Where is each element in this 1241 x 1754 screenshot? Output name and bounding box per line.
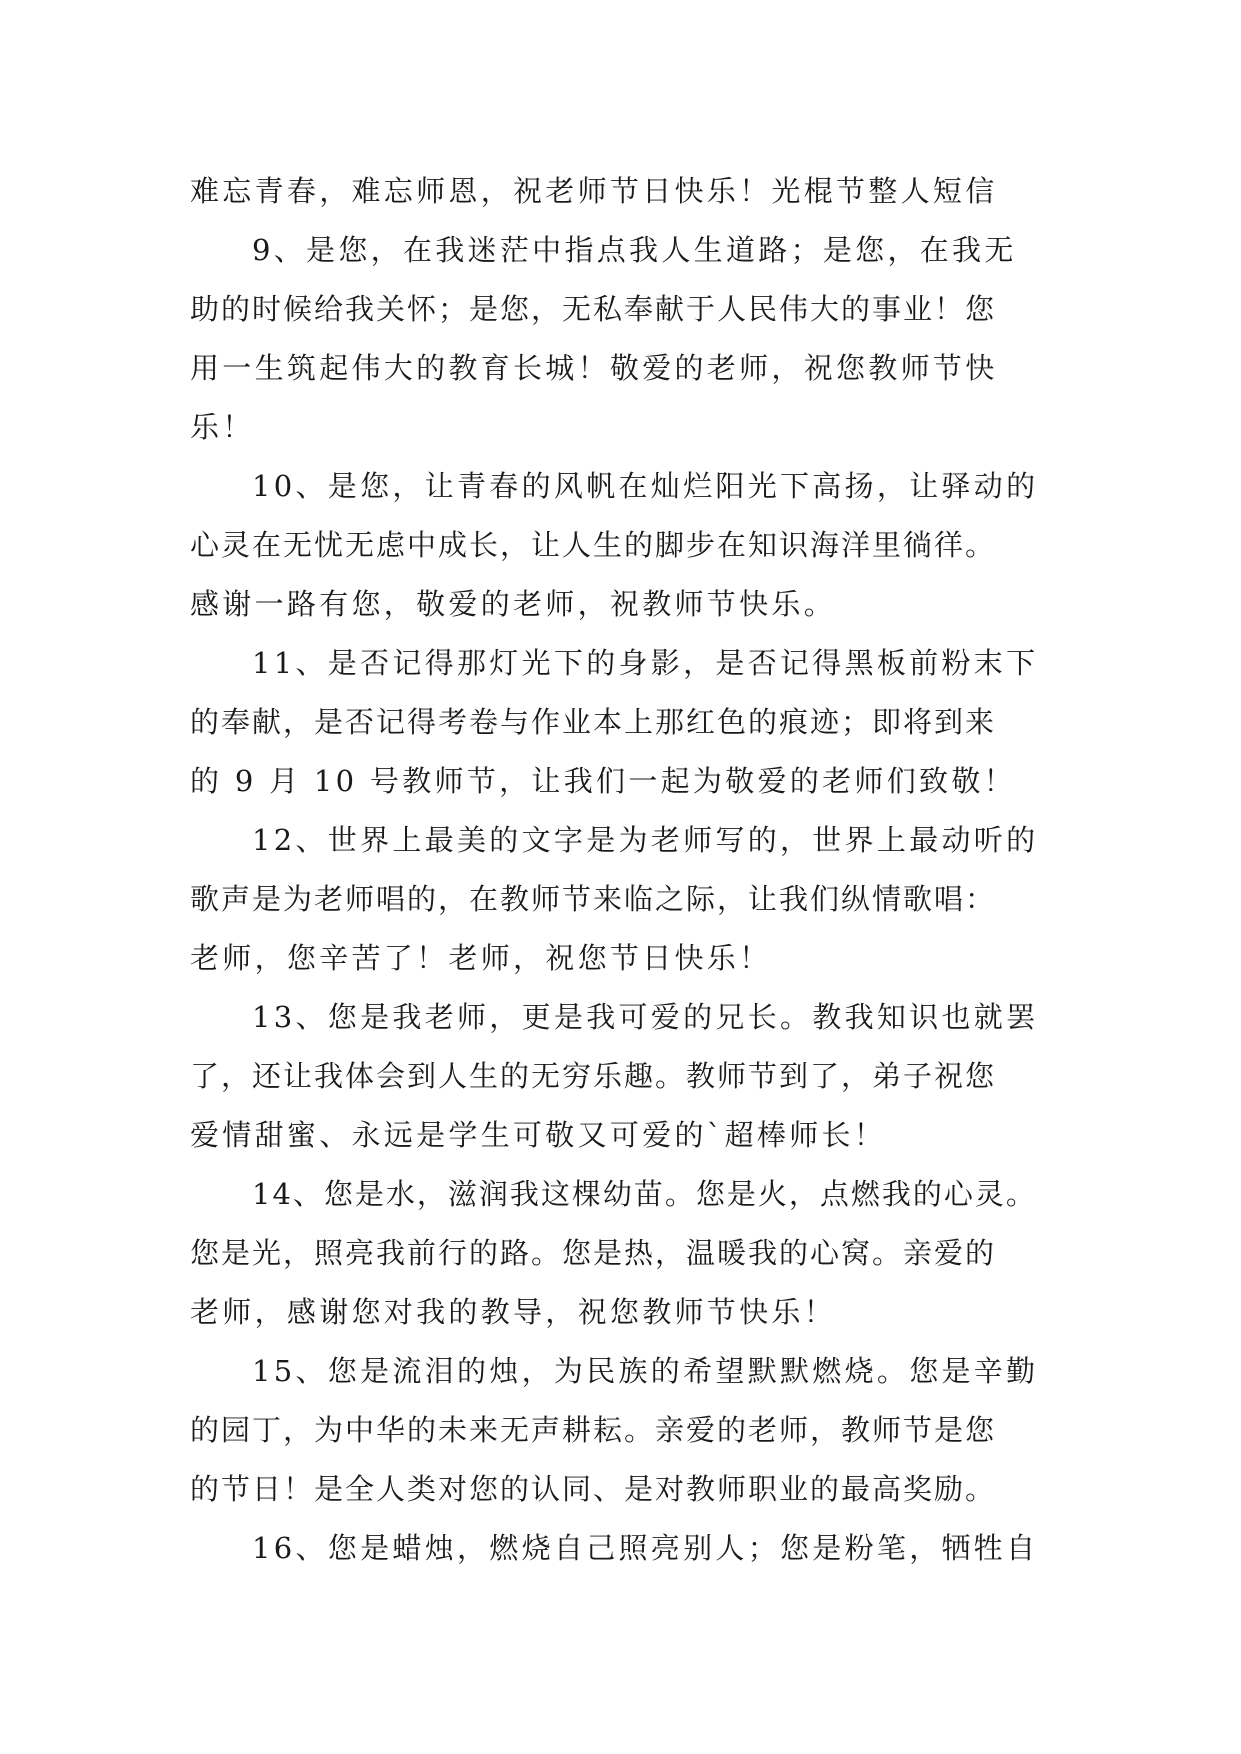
text-line: 老师，感谢您对我的教导，祝您教师节快乐！ (190, 1295, 837, 1329)
text-line: 爱情甜蜜、永远是学生可敬又可爱的`超棒师长！ (190, 1118, 887, 1152)
paragraph-11-start: 11、是否记得那灯光下的身影，是否记得黑板前粉末下 (252, 646, 1039, 680)
text-line: 的园丁，为中华的未来无声耕耘。亲爱的老师，教师节是您 (190, 1413, 997, 1447)
text-line: 乐！ (190, 410, 255, 444)
text-line: 的节日！是全人类对您的认同、是对教师职业的最高奖励。 (190, 1472, 997, 1506)
text-line: 您是光，照亮我前行的路。您是热，温暖我的心窝。亲爱的 (190, 1236, 997, 1270)
text-line: 老师，您辛苦了！老师，祝您节日快乐！ (190, 941, 772, 975)
text-line: 助的时候给我关怀；是您，无私奉献于人民伟大的事业！您 (190, 292, 997, 326)
paragraph-14-start: 14、您是水，滋润我这棵幼苗。您是火，点燃我的心灵。 (252, 1177, 1037, 1211)
text-line: 了，还让我体会到人生的无穷乐趣。教师节到了，弟子祝您 (190, 1059, 997, 1093)
text-line: 歌声是为老师唱的，在教师节来临之际，让我们纵情歌唱： (190, 882, 997, 916)
paragraph-9-start: 9、是您，在我迷茫中指点我人生道路；是您，在我无 (252, 233, 1017, 267)
paragraph-15-start: 15、您是流泪的烛，为民族的希望默默燃烧。您是辛勤 (252, 1354, 1039, 1388)
text-line: 心灵在无忧无虑中成长，让人生的脚步在知识海洋里徜徉。 (190, 528, 997, 562)
text-line: 用一生筑起伟大的教育长城！敬爱的老师，祝您教师节快 (190, 351, 998, 385)
paragraph-12-start: 12、世界上最美的文字是为老师写的，世界上最动听的 (252, 823, 1039, 857)
paragraph-16-start: 16、您是蜡烛，燃烧自己照亮别人；您是粉笔，牺牲自 (252, 1531, 1039, 1565)
paragraph-10-start: 10、是您，让青春的风帆在灿烂阳光下高扬，让驿动的 (252, 469, 1039, 503)
text-line: 感谢一路有您，敬爱的老师，祝教师节快乐。 (190, 587, 837, 621)
text-line: 难忘青春，难忘师恩，祝老师节日快乐！光棍节整人短信 (190, 174, 998, 208)
paragraph-13-start: 13、您是我老师，更是我可爱的兄长。教我知识也就罢 (252, 1000, 1039, 1034)
document-body (190, 162, 1070, 1578)
text-line: 的奉献，是否记得考卷与作业本上那红色的痕迹；即将到来 (190, 705, 997, 739)
text-line: 的 9 月 10 号教师节，让我们一起为敬爱的老师们致敬！ (190, 764, 1016, 798)
